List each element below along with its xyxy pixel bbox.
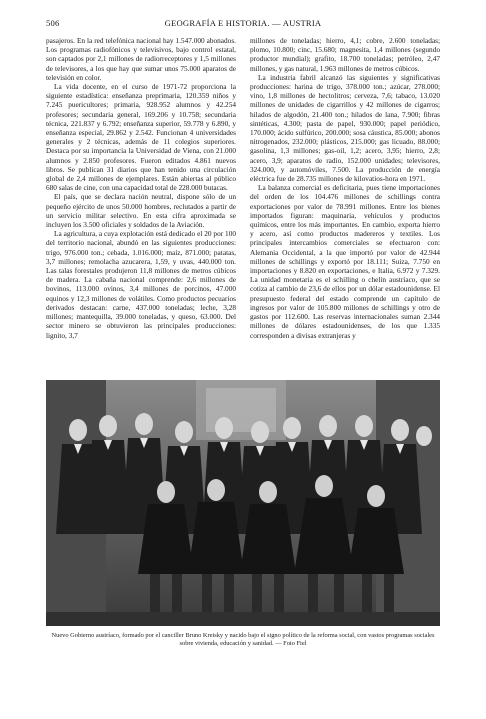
photo-illustration bbox=[46, 380, 440, 626]
photo-caption: Nuevo Gobierno austríaco, formado por el canciller Bruno Kreisky y nacido bajo el signo político de la reforma social, con vastos programas sociales sobre vivienda, educación y sanidad. — Foto Fiel bbox=[51, 632, 435, 647]
paragraph: millones de toneladas; hierro, 4,1; cobre, 2.600 toneladas; plomo, 10.800; cinc, 15.680; magnesita, 1,4 millones (segundo productor mundial); grafito, 18.700 toneladas; petróleo, 2,47 millones, y gas natural, 1.963 millones de metros cúbicos. bbox=[250, 36, 440, 73]
page-number: 506 bbox=[46, 18, 60, 28]
paragraph: La industria fabril alcanzó las siguientes y significativas producciones: harina de trigo, 378.000 ton.; azúcar, 278.000; vino, 1,8 millones de hectolitros; cerveza, 7,6; tabaco, 13.020 millones de unidades de cigarrillos y 42 millones de cigarros; hilados de algodón, 21.400 ton.; hilados de lana, 7.900; fibras sintéticas, 4.300; pasta de papel, 930.000; papel periódico, 170.000; ácido sulfúrico, 200.000; sosa cáustica, 85.000; abonos nitrogenados, 232.000; plásticos, 215.000; gas licuado, 88.000; gasolina, 1,3 millones; gas-oil, 1,2; acero, 3,95; hierro, 2,8; acero, 3,9; aparatos de radio, 152.000 unidades; televisores, 324.000, y automóviles, 7.500. La producción de energía eléctrica fue de 28.735 millones de kilovatios-hora en 1971. bbox=[250, 72, 440, 184]
group-portrait-photo bbox=[46, 380, 440, 626]
paragraph: La balanza comercial es deficitaria, pues tiene importaciones del orden de los 104.476 millones de schillings contra exportaciones por valor de 78.991 millones. Entre los bienes importados figuran: maquinaria, vehículos y productos químicos, entre los más importantes. En cambio, exporta hierro y acero, así como productos madereros y textiles. Los principales intercambios comerciales se efectuaron con: Alemania Occidental, a la que importó por valor de 42.944 millones de schillings y exportó por 18.111; Suiza, 7.750 en importaciones y 8.820 en exportaciones, e Italia, 6.972 y 7.329. La unidad monetaria es el schilling o chelín austríaco, que se cotiza al cambio de 23,6 de ellos por un dólar estadounidense. El presupuesto federal del estado comprende un capítulo de ingresos por valor de 105.800 millones de schillings y otro de gastos por 112.600. Las reservas internacionales suman 2.344 millones de dólares estadounidenses, de los que 1.335 corresponden a divisas extranjeras y bbox=[250, 183, 440, 340]
page-header bbox=[46, 18, 440, 32]
text-columns bbox=[46, 36, 440, 376]
right-column bbox=[250, 36, 440, 376]
left-column bbox=[46, 36, 236, 376]
paragraph: La agricultura, a cuya explotación está dedicado el 20 por 100 del territorio nacional, abundó en las siguientes producciones: trigo, 976.000 ton.; cebada, 1.016.000; maíz, 871.000; patatas, 3,7 millones; remolacha azucarera, 1,59, y uvas, 440.000 ton. Las talas forestales produjeron 11,8 millones de metros cúbicos de madera. La cabaña nacional comprende: 2,6 millones de bovinos, 113.000 ovinos, 3,4 millones de porcinos, 47.000 equinos y 12,3 millones de volátiles. Como productos pecuarios derivados destacan: carne, 437.000 toneladas; leche, 3,28 millones; mantequilla, 39.000 toneladas, y queso, 63.000. Del sector minero se obtuvieron las principales producciones: lignito, 3,7 bbox=[46, 229, 236, 340]
paragraph: El país, que se declara nación neutral, dispone sólo de un pequeño ejército de unos 50.000 hombres, reclutados a partir de un servicio militar selectivo. En esta cifra aproximada se incluyen los 3.500 oficiales y soldados de la Aviación. bbox=[46, 192, 236, 230]
paragraph: La vida docente, en el curso de 1971-72 proporciona la siguiente estadística: enseñanza preprimaria, 120.359 niños y 7.245 puericultores; primaria, 928.952 alumnos y 42.254 profesores; secundaria general, 169.206 y 10.758; secundaria técnica, 221.837 y 6.792; enseñanza superior, 59.778 y 6.890, y enseñanza especial, 29.862 y 2.542. Funcionan 4 universidades generales y 2 técnicas, además de 11 colegios superiores. Destaca por su importancia la Universidad de Viena, con 21.000 alumnos y 2.850 profesores. Fueron editados 4.861 nuevos libros. Se publican 31 diarios que han tenido una circulación global de 2,4 millones de ejemplares. Están abiertas al público 680 salas de cine, con una capacidad total de 228.000 butacas. bbox=[46, 82, 236, 193]
paragraph: pasajeros. En la red telefónica nacional hay 1.547.000 abonados. Los programas radiofónicos y televisivos, bajo control estatal, son captados por 2,1 millones de radiorreceptores y 1,5 millones de televisores, a los que hay que sumar unos 75.000 aparatos de televisión en color. bbox=[46, 36, 236, 82]
running-title: GEOGRAFÍA E HISTORIA. — AUSTRIA bbox=[164, 18, 322, 28]
